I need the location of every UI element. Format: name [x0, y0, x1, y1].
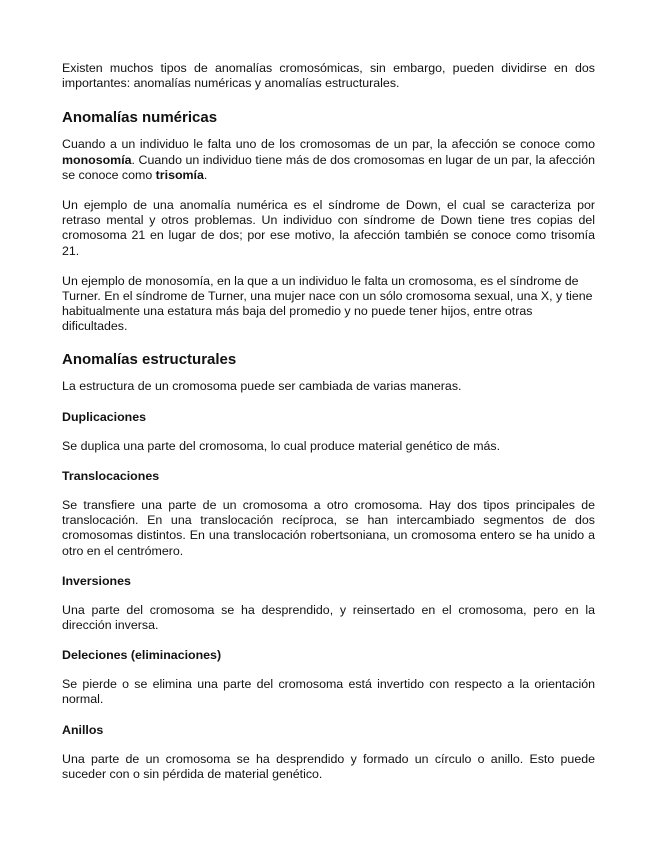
subheading-anillos: Anillos [62, 722, 104, 737]
monosomia-trisomia-paragraph [62, 137, 595, 183]
text-run: . Cuando un individuo tiene más de dos cromosomas en lugar de un par, la afección se conoce como [62, 152, 595, 182]
down-syndrome-paragraph: Un ejemplo de una anomalía numérica es el síndrome de Down, el cual se caracteriza por retraso mental y otros problemas. Un individuo con síndrome de Down tiene tres copias del cromosoma 21 en lugar de dos; por ese motivo, la afección también se conoce como trisomía 21. [62, 198, 595, 258]
intro-paragraph: Existen muchos tipos de anomalías cromosómicas, sin embargo, pueden dividirse en dos importantes: anomalías numéricas y anomalías estructurales. [62, 61, 595, 91]
subheading-deleciones: Deleciones (eliminaciones) [62, 648, 222, 663]
turner-syndrome-paragraph: Un ejemplo de monosomía, en la que a un individuo le falta un cromosoma, es el síndrome de Turner. En el síndrome de Turner, una mujer nace con un sólo cromosoma sexual, una X, y tiene habitualmente una estatura más baja del promedio y no puede tener hijos, entre otras dificultades. [62, 273, 593, 334]
subheading-duplicaciones: Duplicaciones [62, 409, 147, 424]
text-run: Cuando a un individuo le falta uno de los cromosomas de un par, la afección se conoce como [62, 137, 595, 152]
anillos-paragraph: Una parte de un cromosoma se ha desprendido y formado un círculo o anillo. Esto puede suceder con o sin pérdida de material genético. [62, 751, 595, 781]
document-page [62, 61, 595, 797]
term-monosomia: monosomía [62, 152, 132, 167]
deleciones-paragraph: Se pierde o se elimina una parte del cromosoma está invertido con respecto a la orientación normal. [62, 677, 595, 707]
heading-anomalias-estructurales: Anomalías estructurales [62, 350, 237, 368]
text-run: . [203, 167, 208, 182]
subheading-inversiones: Inversiones [62, 573, 131, 588]
heading-anomalias-numericas: Anomalías numéricas [62, 109, 218, 127]
subheading-translocaciones: Translocaciones [62, 469, 160, 484]
estructurales-intro-paragraph: La estructura de un cromosoma puede ser cambiada de varias maneras. [62, 378, 462, 393]
translocaciones-paragraph: Se transfiere una parte de un cromosoma a otro cromosoma. Hay dos tipos principales de translocación. En una translocación recíproca, se han intercambiado segmentos de dos cromosomas distintos. En una translocación robertsoniana, un cromosoma entero se ha unido a otro en el centrómero. [62, 498, 595, 558]
duplicaciones-paragraph: Se duplica una parte del cromosoma, lo cual produce material genético de más. [62, 438, 501, 453]
inversiones-paragraph: Una parte del cromosoma se ha desprendido, y reinsertado en el cromosoma, pero en la dirección inversa. [62, 602, 595, 633]
term-trisomia: trisomía [155, 167, 204, 182]
